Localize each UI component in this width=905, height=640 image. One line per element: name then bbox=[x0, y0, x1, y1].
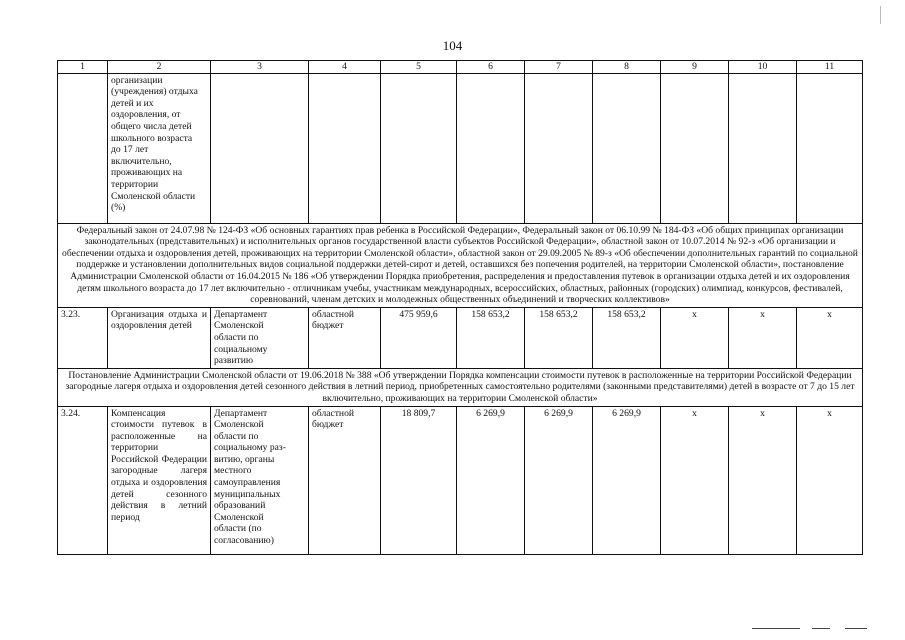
empty-cell bbox=[457, 73, 525, 223]
indicator-line: (%) bbox=[111, 202, 126, 214]
header-cell: 7 bbox=[525, 61, 593, 74]
funding-source: областной бюджет bbox=[309, 307, 381, 368]
col-10-value: х bbox=[729, 307, 797, 368]
executor-line: области (по bbox=[214, 523, 262, 535]
executor-cell bbox=[211, 406, 309, 554]
indicator-line: организации bbox=[111, 74, 163, 86]
legal-basis-text: Федеральный закон от 24.07.98 № 124-ФЗ «Об основных гарантиях прав ребенка в Российской Федерации», Федеральный закон от 06.10.99 № 184-ФЗ «Об общих принципах организации законодательных (представительных) и исполнительных органов государственной власти субъектов Российской Федерации», областной закон от 10.07.2014 № 92-з «Об организации и обеспечении отдыха и оздоровления детей, проживающих на территории Смоленской области», областной закон от 29.09.2005 № 89-з «Об обеспечении дополнительных гарантий по социальной поддержке и установлении дополнительных видов социальной поддержки детей-сирот и детей, оставшихся без попечения родителей, на территории Смоленской области», постановление Администрации Смоленской области от 16.04.2015 № 186 «Об утверждении Порядка приобретения, распределения и предоставления путевок в организации отдыха детей и их оздоровления детям школьного возраста до 17 лет включительно - отличникам учебы, участникам международных, всероссийских, областных, районных (городских) олимпиад, конкурсов, фестивалей, соревнований, членам детских и молодежных общественных объединений и творческих коллективов» bbox=[58, 223, 863, 307]
indicator-line: до 17 лет bbox=[111, 144, 149, 156]
col-9-value: х bbox=[661, 406, 729, 554]
law-row-2 bbox=[58, 368, 863, 406]
executor-line: социальному раз- bbox=[214, 442, 286, 454]
indicator-line: школьного возраста bbox=[111, 132, 193, 144]
funding-source: областной бюджет bbox=[309, 406, 381, 554]
col-9-value: х bbox=[661, 307, 729, 368]
indicator-line: детей и их bbox=[111, 97, 154, 109]
executor-line: Департамент bbox=[214, 407, 268, 419]
scan-artifact-line bbox=[845, 628, 867, 629]
empty-cell bbox=[593, 73, 661, 223]
executor-line: образований bbox=[214, 500, 266, 512]
executor-line: самоуправления bbox=[214, 477, 281, 489]
indicator-line: территории bbox=[111, 178, 159, 190]
indicator-line: (учреждения) отдыха bbox=[111, 86, 198, 98]
empty-cell bbox=[309, 73, 381, 223]
indicator-line: общего числа детей bbox=[111, 120, 192, 132]
year-1-amount: 6 269,9 bbox=[457, 406, 525, 554]
executor-line: Смоленской bbox=[214, 511, 264, 523]
indicator-line: оздоровления, от bbox=[111, 109, 181, 121]
executor-line: Департамент bbox=[214, 308, 268, 320]
year-2-amount: 6 269,9 bbox=[525, 406, 593, 554]
executor-line: области по bbox=[214, 331, 259, 343]
indicator-line: Смоленской области bbox=[111, 190, 196, 202]
scan-artifact-line bbox=[812, 628, 830, 629]
header-cell: 6 bbox=[457, 61, 525, 74]
header-cell: 8 bbox=[593, 61, 661, 74]
year-2-amount: 158 653,2 bbox=[525, 307, 593, 368]
executor-line: Смоленской bbox=[214, 419, 264, 431]
header-cell: 1 bbox=[58, 61, 108, 74]
table-row-continued-indicator bbox=[58, 73, 863, 223]
header-cell: 4 bbox=[309, 61, 381, 74]
year-1-amount: 158 653,2 bbox=[457, 307, 525, 368]
measure-name: Организация отдыха и оздоровления детей bbox=[108, 307, 211, 368]
empty-cell bbox=[661, 73, 729, 223]
col-11-value: х bbox=[797, 406, 863, 554]
executor-line: области по bbox=[214, 430, 259, 442]
total-amount: 475 959,6 bbox=[381, 307, 457, 368]
executor-line: муниципальных bbox=[214, 488, 281, 500]
page-number: 104 bbox=[442, 38, 463, 53]
header-cell: 10 bbox=[729, 61, 797, 74]
empty-cell bbox=[381, 73, 457, 223]
header-cell: 3 bbox=[211, 61, 309, 74]
executor-line: витию, органы bbox=[214, 453, 275, 465]
header-cell: 5 bbox=[381, 61, 457, 74]
scan-edge-mark bbox=[880, 6, 881, 24]
executor-line: согласованию) bbox=[214, 535, 274, 547]
col-10-value: х bbox=[729, 406, 797, 554]
header-cell: 2 bbox=[108, 61, 211, 74]
table-row-3-24 bbox=[58, 406, 863, 554]
measure-name: Компенсация стоимости путевок в расположенные на территории Российской Федерации загородные лагеря отдыха и оздоровления детей сезонного действия в летний период bbox=[108, 406, 211, 554]
row-number-cell bbox=[58, 73, 108, 223]
empty-cell bbox=[211, 73, 309, 223]
legal-basis-text: Постановление Администрации Смоленской области от 19.06.2018 № 388 «Об утверждении Порядка компенсации стоимости путевок в расположенные на территории Российской Федерации загородные лагеря отдыха и оздоровления детей сезонного действия в летний период, приобретенных самостоятельно родителями (законными представителями) детей в возрасте от 7 до 15 лет включительно, проживающих на территории Смоленской области» bbox=[58, 368, 863, 406]
scan-artifact-line bbox=[752, 628, 800, 629]
executor-line: местного bbox=[214, 465, 252, 477]
empty-cell bbox=[797, 73, 863, 223]
header-cell: 9 bbox=[661, 61, 729, 74]
executor-line: Смоленской bbox=[214, 320, 264, 332]
executor-cell bbox=[211, 307, 309, 368]
program-table bbox=[57, 60, 863, 555]
executor-line: развитию bbox=[214, 355, 254, 367]
table-row-3-23 bbox=[58, 307, 863, 368]
empty-cell bbox=[525, 73, 593, 223]
row-number: 3.23. bbox=[58, 307, 108, 368]
year-3-amount: 6 269,9 bbox=[593, 406, 661, 554]
empty-cell bbox=[729, 73, 797, 223]
header-row bbox=[58, 61, 863, 74]
header-cell: 11 bbox=[797, 61, 863, 74]
indicator-line: включительно, bbox=[111, 155, 172, 167]
executor-line: социальному bbox=[214, 343, 268, 355]
year-3-amount: 158 653,2 bbox=[593, 307, 661, 368]
indicator-line: проживающих на bbox=[111, 167, 183, 179]
row-number: 3.24. bbox=[58, 406, 108, 554]
col-11-value: х bbox=[797, 307, 863, 368]
indicator-name-cell bbox=[108, 73, 211, 223]
total-amount: 18 809,7 bbox=[381, 406, 457, 554]
law-row-1 bbox=[58, 223, 863, 307]
